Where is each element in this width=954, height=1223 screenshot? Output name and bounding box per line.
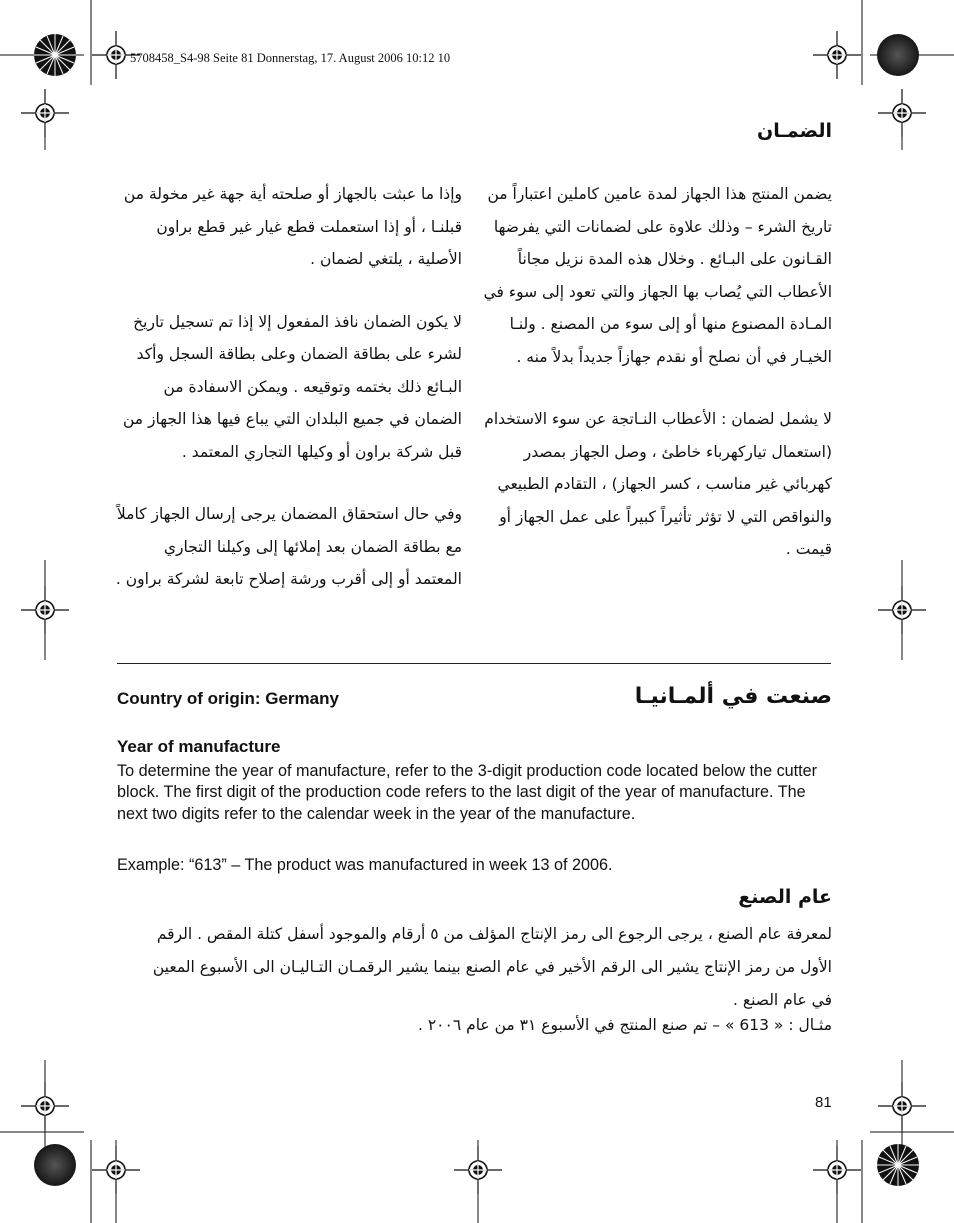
warranty-paragraph: لا يشمل لضمان : الأعطاب النـاتجة عن سوء الاستخدام (استعمال تياركهرباء خاطئ ، وصل الجهاز بمصدر كهربائي غير مناسب ، كسر الجهاز) ، التقادم الطبيعي والنواقص التي لا تؤثر تأثيراً كبيراً على عمل الجهاز أو قيمت . xyxy=(484,410,832,558)
warranty-paragraph: وإذا ما عبثت بالجهاز أو صلحته أية جهة غير مخولة من قبلنـا ، أو إذا استعملت قطع غيار غير قطع براون الأصلية ، يلتغي لضمان . xyxy=(123,185,462,268)
year-of-manufacture-arabic-body: لمعرفة عام الصنع ، يرجى الرجوع الى رمز الإنتاج المؤلف من ٥ أرقام والموجود أسفل كتلة المقص . الرقم الأول من رمز الإنتاج يشير الى الرقم الأخير في عام الصنع بينما يشير الرقمـان التـاليـان الى الأسبوع المعين في عام الصنع . xyxy=(152,925,832,1009)
warranty-title: الضمـان xyxy=(757,120,832,142)
warranty-paragraph: لا يكون الضمان نافذ المفعول إلا إذا تم تسجيل تاريخ لشرء على بطاقة الضمان وعلى بطاقة السجل وأكد البـائع ذلك بختمه وتوقيعه . ويمكن الاسفادة من الضمان في جميع البلدان التي يباع فيها هذا الجهاز من قبل شركة براون أو وكيلها التجاري المعتمد . xyxy=(123,312,462,461)
year-of-manufacture-arabic-heading: عام الصنع xyxy=(738,886,832,908)
country-of-origin-english: Country of origin: Germany xyxy=(117,689,339,708)
warranty-right-column xyxy=(482,178,832,596)
year-of-manufacture-body: To determine the year of manufacture, refer to the 3-digit production code located below the cutter block. The first digit of the production code refers to the last digit of the year of manufacture. The next two digits refer to the calendar week in the year of the manufacture. xyxy=(117,762,818,823)
warranty-paragraph: وفي حال استحقاق المضمان يرجى إرسال الجهاز كاملاً مع بطاقة الضمان بعد إملائها إلى وكيلنا التجاري المعتمد أو إلى أقرب ورشة إصلاح تابعة لشركة براون . xyxy=(115,505,462,588)
section-divider xyxy=(117,663,831,664)
warranty-left-column xyxy=(112,178,462,626)
year-of-manufacture-arabic-example: مثـال : « 613 » – تم صنع المنتج في الأسبوع ٣١ من عام ٢٠٠٦ . xyxy=(418,1016,832,1034)
page-number: 81 xyxy=(815,1094,832,1111)
year-of-manufacture-example: Example: “613” – The product was manufactured in week 13 of 2006. xyxy=(117,856,613,874)
warranty-paragraph: يضمن المنتج هذا الجهاز لمدة عامين كاملين اعتباراً من تاريخ الشرء – وذلك علاوة على لضمانات التي يفرضها القـانون على البـائع . وخلال هذه المدة نزيل مجاناً الأعطاب التي يُصاب بها الجهاز والتي تعود إلى سوء في المـادة المصنوع منها أو إلى سوء من المصنع . ولنـا الخيـار في أن نصلح أو نقدم جهازاً جديداً بدلاً منه . xyxy=(483,185,832,366)
year-of-manufacture-heading: Year of manufacture xyxy=(117,737,281,756)
print-slug-line: 5708458_S4-98 Seite 81 Donnerstag, 17. August 2006 10:12 10 xyxy=(130,51,451,65)
country-of-origin-arabic: صنعت في ألمـانيـا xyxy=(634,684,832,709)
